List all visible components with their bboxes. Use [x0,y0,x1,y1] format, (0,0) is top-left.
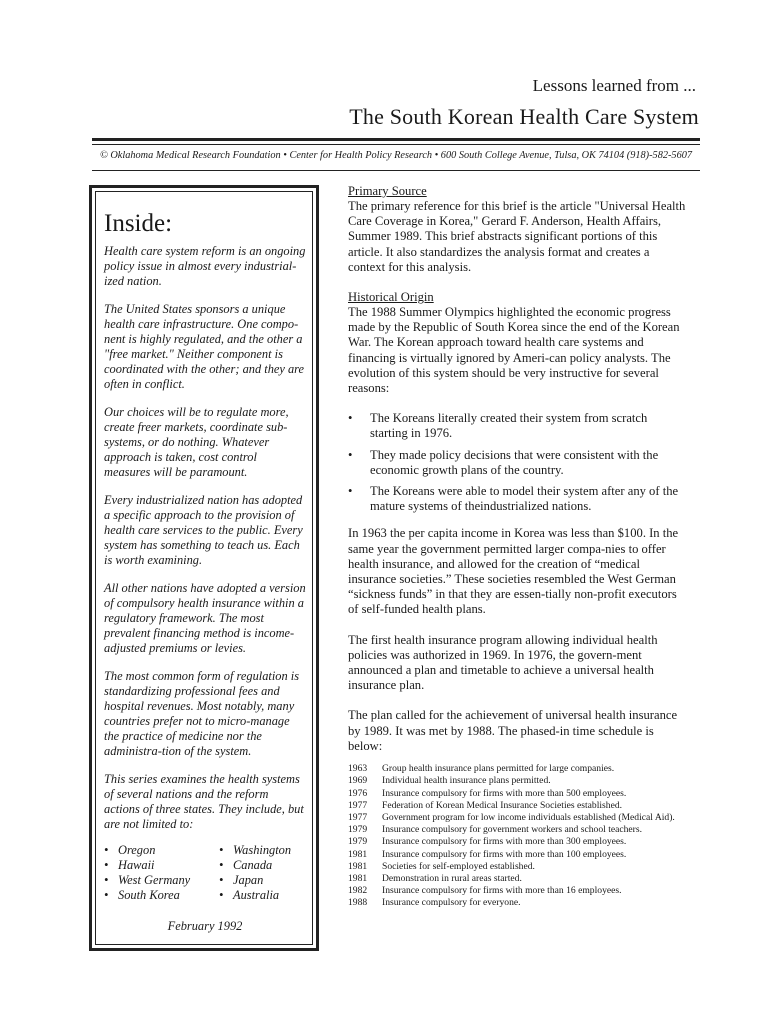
timeline-row: 1979 Insurance compulsory for firms with more than 300 employees. [348,836,627,848]
paragraph-plan: The plan called for the achievement of universal health insurance by 1989. It was met by 1988. The phased-in time schedule is below: [348,708,678,753]
place-item: • Japan [219,873,264,887]
inside-sidebar [89,185,319,951]
place-item: • Australia [219,888,280,902]
places-list [104,843,306,903]
primary-source-text: The primary reference for this brief is the article "Universal Health Care Coverage in Korea," Gerard F. Anderson, Health Affairs, Summer 1989. This brief abstracts significant portions of this article. It also standardizes the analysis format and creates a context for this analysis. [348,199,686,274]
timeline-row: 1981 Societies for self-employed established. [348,860,535,872]
timeline-row: 1977 Government program for low income individuals established (Medical Aid). [348,811,675,823]
inside-paragraph: The United States sponsors a unique health care infrastructure. One compo-nent is highly regulated, and the other a "free market." Neither component is coordinated with the other; and they are often in conflict. [104,302,305,391]
list-item: • They made policy decisions that were consistent with the economic growth plans of the country. [348,447,659,477]
publication-date: February 1992 [167,919,243,933]
inside-paragraph: This series examines the health systems of several nations and the reform actions of three states. They include, but are not limited to: [104,772,304,831]
timeline [348,763,688,909]
top-rule-thick [92,138,700,141]
place-item: • Oregon [104,843,156,857]
primary-source-heading: Primary Source [348,184,427,198]
place-item: • Hawaii [104,858,155,872]
timeline-row: 1981 Demonstration in rural areas started. [348,872,522,884]
inside-paragraph: All other nations have adopted a version of compulsory health insurance within a regulatory framework. The most prevalent financing method is income-adjusted premiums or levies. [104,581,306,655]
timeline-row: 1977 Federation of Korean Medical Insurance Societies established. [348,799,623,811]
historical-origin-text: The 1988 Summer Olympics highlighted the economic progress made by the Republic of South Korea since the end of the Korean War. The Korean approach toward health care systems and financing is virtually ignored by Ameri-can policy analysts. The evolution of this system should be very instructive for several reasons: [348,305,680,396]
credit-rule [92,170,700,171]
page-title: The South Korean Health Care System [349,104,699,129]
place-item: • West Germany [104,873,191,887]
inside-paragraph: The most common form of regulation is standardizing professional fees and hospital revenues. Most notably, many countries prefer not to micro-manage the practice of medicine nor the administra-tion of the system. [104,669,300,758]
timeline-row: 1976 Insurance compulsory for firms with more than 500 employees. [348,787,627,799]
inside-paragraph: Health care system reform is an ongoing policy issue in almost every industrial-ized nation. [104,244,306,288]
paragraph-first-program: The first health insurance program allowing individual health policies was authorized in 1969. In 1976, the govern-ment announced a plan and timetable to achieve a universal health insurance plan. [348,632,658,693]
place-item: • Canada [219,858,273,872]
historical-origin-heading: Historical Origin [348,290,434,305]
place-item: • Washington [219,843,292,857]
timeline-row: 1981 Insurance compulsory for firms with more than 100 employees. [348,848,627,860]
timeline-row: 1963 Group health insurance plans permitted for large companies. [348,763,615,775]
paragraph-1963: In 1963 the per capita income in Korea was less than $100. In the same year the government permitted larger compa-nies to offer health insurance, and allowed for the creation of “medical insurance societies.” These societies resembled the West German “sickness funds” in that they are essen-tially non-profit executors of self-funded health plans. [348,526,679,617]
inside-sidebar-inner [95,191,313,945]
list-item: • The Koreans were able to model their system after any of the mature systems of theindustrialized nations. [348,484,679,514]
timeline-row: 1969 Individual health insurance plans permitted. [348,775,551,787]
header-kicker: Lessons learned from ... [532,76,696,95]
main-column [348,184,688,910]
top-rule-thin [92,144,700,145]
inside-paragraph: Our choices will be to regulate more, create freer markets, coordinate sub-systems, or do nothing. Whatever approach is taken, cost control measures will be paramount. [104,405,289,479]
reasons-list [348,411,688,514]
timeline-row: 1982 Insurance compulsory for firms with more than 16 employees. [348,885,622,897]
credit-line: © Oklahoma Medical Research Foundation • Center for Health Policy Research • 600 South College Avenue, Tulsa, OK 74104 (918)-582-5607 [99,150,693,161]
inside-paragraph: Every industrialized nation has adopted a specific approach to the provision of health care services to the public. Every system has something to teach us. Each is worth examining. [104,493,303,567]
timeline-row: 1979 Insurance compulsory for government workers and school teachers. [348,824,643,836]
timeline-row: 1988 Insurance compulsory for everyone. [348,897,521,909]
place-item: • South Korea [104,888,180,902]
list-item: • The Koreans literally created their system from scratch starting in 1976. [348,411,648,441]
inside-heading: Inside: [104,210,173,237]
